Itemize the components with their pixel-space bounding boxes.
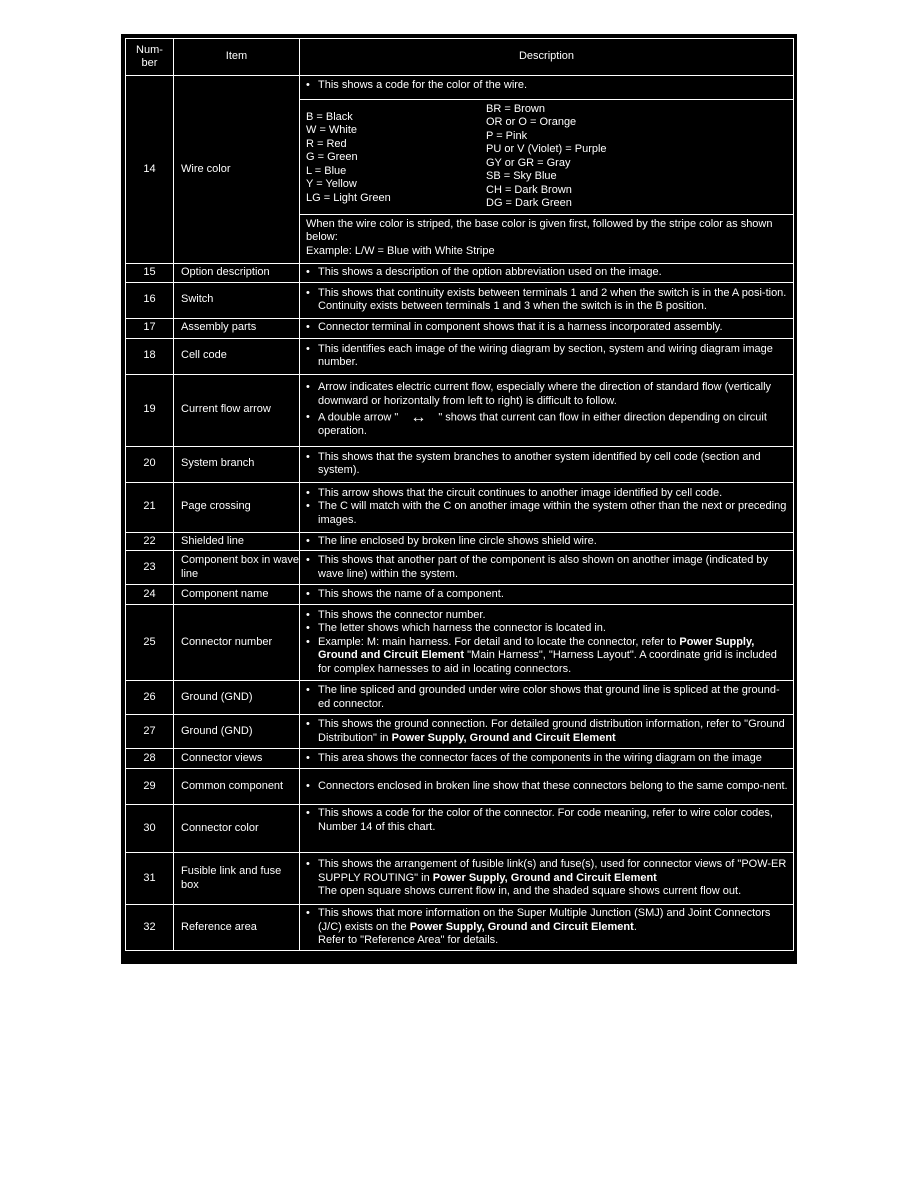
- bullet-dot: •: [306, 286, 310, 299]
- color-code: SB = Sky Blue: [486, 170, 557, 182]
- bullet: [306, 907, 789, 948]
- table-row: [126, 282, 794, 318]
- row-number: 14: [126, 76, 174, 264]
- row-number: 15: [126, 264, 174, 283]
- bullet-text-pre: Example: M: main harness. For detail and to locate the connector, refer to: [318, 635, 680, 648]
- row-description: [300, 805, 794, 853]
- bullet-text: This area shows the connector faces of the components in the wiring diagram on the image: [318, 751, 762, 764]
- row-item: Current flow arrow: [174, 374, 300, 446]
- bullet-text-pre: A double arrow ": [318, 411, 399, 424]
- table-row: [126, 805, 794, 853]
- bullet: [306, 381, 789, 408]
- bullet-dot: •: [306, 79, 310, 91]
- row-item: Option description: [174, 264, 300, 283]
- bullet-text-pre: This shows that more information on the Super Multiple Junction (SMJ) and Joint Connectors (J/C) exists on the: [318, 907, 771, 933]
- row-description: [300, 374, 794, 446]
- color-codes-right: [486, 103, 789, 211]
- bullet: [306, 609, 789, 623]
- row-number: 18: [126, 338, 174, 374]
- bullet-text: Connector terminal in component shows that it is a harness incorporated assembly.: [318, 321, 723, 334]
- bullet: [306, 684, 789, 711]
- bullet-text: The letter shows which harness the connector is located in.: [318, 622, 606, 635]
- bullet: [306, 554, 789, 581]
- table-row: [126, 482, 794, 532]
- bullet-dot: •: [306, 684, 310, 696]
- row-description: [300, 282, 794, 318]
- row-item: Connector views: [174, 749, 300, 769]
- legend-table: [125, 38, 794, 951]
- row-number: 24: [126, 585, 174, 605]
- row-item: Ground (GND): [174, 715, 300, 749]
- row-description: [300, 482, 794, 532]
- bullet: [306, 266, 789, 280]
- row-item: Switch: [174, 282, 300, 318]
- bullet-text: The line spliced and grounded under wire color shows that ground line is spliced at the ground-ed connector.: [318, 684, 780, 710]
- row-item: Component box in wave line: [174, 551, 300, 585]
- table-row: [126, 749, 794, 769]
- wiring-diagram-legend-sheet: [121, 34, 797, 964]
- bullet: [306, 622, 789, 636]
- bullet-text-pre: This shows the arrangement of fusible link(s) and fuse(s), used for connector views of "POW-ER SUPPLY ROUTING" in: [318, 858, 787, 884]
- bullet-dot: •: [306, 266, 310, 278]
- header-description: Description: [300, 39, 794, 76]
- bullet-text: This shows a description of the option abbreviation used on the image.: [318, 266, 662, 278]
- table-row: [126, 585, 794, 605]
- color-code: R = Red: [306, 137, 347, 150]
- row-item: Fusible link and fuse box: [174, 853, 300, 905]
- bullet-dot: •: [306, 411, 310, 424]
- bullet-text-pre: This shows the ground connection. For detailed ground distribution information, refer to "Ground Distribution" in: [318, 718, 785, 744]
- color-code: LG = Light Green: [306, 191, 391, 204]
- row-number: 31: [126, 853, 174, 905]
- bullet-dot: •: [306, 450, 310, 463]
- row-item: Ground (GND): [174, 681, 300, 715]
- header-number: [126, 39, 174, 76]
- bullet-dot: •: [306, 554, 310, 566]
- color-code: PU or V (Violet) = Purple: [486, 143, 607, 155]
- striped-example: Example: L/W = Blue with White Stripe: [306, 244, 495, 257]
- bullet: [306, 718, 789, 745]
- row-description: [300, 853, 794, 905]
- color-code: L = Blue: [306, 164, 347, 177]
- table-row: [126, 532, 794, 551]
- reference-link: Power Supply, Ground and Circuit Element: [409, 920, 634, 933]
- row-description: [300, 749, 794, 769]
- table-row: [126, 374, 794, 446]
- bullet: [306, 451, 789, 478]
- bullet-dot: •: [306, 751, 310, 764]
- row-description: [300, 318, 794, 338]
- bullet-dot: •: [306, 622, 310, 635]
- bullet: [306, 588, 789, 602]
- bullet-text: The C will match with the C on another image within the system other than the next or preceding images.: [318, 500, 787, 526]
- table-row: [126, 769, 794, 805]
- row-description: [300, 681, 794, 715]
- header-item: Item: [174, 39, 300, 76]
- bullet-dot: •: [306, 381, 310, 394]
- table-row: [126, 715, 794, 749]
- row-number: 22: [126, 532, 174, 551]
- color-code: B = Black: [306, 110, 353, 123]
- reference-link: Power Supply, Ground and Circuit Element: [318, 635, 755, 662]
- bullet: [306, 287, 789, 314]
- row-description: [300, 769, 794, 805]
- table-row: [126, 318, 794, 338]
- table-row: [126, 446, 794, 482]
- bullet-text-post: "Main Harness", "Harness Layout". A coordinate grid is included for complex harnesses to aid in locating connectors.: [318, 649, 777, 675]
- bullet-text: This shows a code for the color of the connector. For code meaning, refer to wire color codes, Number 14 of this chart.: [318, 807, 773, 833]
- bullet: [306, 752, 789, 766]
- striped-note: [300, 214, 793, 264]
- row-number: 23: [126, 551, 174, 585]
- table-row: [126, 264, 794, 283]
- bullet-text: This shows that the system branches to another system identified by cell code (section and system).: [318, 450, 761, 476]
- row-item: Wire color: [174, 76, 300, 264]
- header-number-line: Num-: [136, 43, 163, 56]
- row-description: [300, 585, 794, 605]
- row-number: 19: [126, 374, 174, 446]
- row-description: [300, 76, 794, 264]
- row-item: Reference area: [174, 905, 300, 951]
- bullet-text-post: " shows that current can flow in either direction depending on circuit operation.: [318, 411, 767, 438]
- row-number: 16: [126, 282, 174, 318]
- row-description: [300, 551, 794, 585]
- bullet-dot: •: [306, 321, 310, 334]
- row-number: 21: [126, 482, 174, 532]
- color-code: W = White: [306, 124, 358, 136]
- row-item: Cell code: [174, 338, 300, 374]
- reference-link: Power Supply, Ground and Circuit Element: [432, 871, 657, 884]
- bullet-text: Connectors enclosed in broken line show that these connectors belong to the same compo-nent.: [318, 779, 788, 792]
- row-item: Shielded line: [174, 532, 300, 551]
- bullet-text: This shows a code for the color of the wire.: [318, 79, 528, 91]
- row-item: Common component: [174, 769, 300, 805]
- row-item: Connector number: [174, 605, 300, 681]
- row-description: [300, 264, 794, 283]
- bullet-dot: •: [306, 608, 310, 621]
- row-description: [300, 532, 794, 551]
- bullet-dot: •: [306, 858, 310, 871]
- table-row: [126, 76, 794, 264]
- color-code: OR or O = Orange: [486, 116, 577, 128]
- row-number: 26: [126, 681, 174, 715]
- bullet-dot: •: [306, 534, 310, 547]
- row-item: Connector color: [174, 805, 300, 853]
- row-number: 28: [126, 749, 174, 769]
- bullet: [306, 535, 789, 549]
- bullet-text: This shows that continuity exists between terminals 1 and 2 when the switch is in the A posi-tion. Continuity exists between terminals 1 and 3 when the switch is in the B position.: [318, 286, 787, 312]
- color-code: CH = Dark Brown: [486, 183, 572, 196]
- bullet-dot: •: [306, 500, 310, 513]
- reference-link: Power Supply, Ground and Circuit Element: [391, 731, 616, 744]
- bullet: [306, 636, 789, 677]
- row-number: 27: [126, 715, 174, 749]
- table-header-row: [126, 39, 794, 76]
- table-row: [126, 605, 794, 681]
- bullet-dot: •: [306, 779, 310, 792]
- bullet-dot: •: [306, 342, 310, 355]
- bullet-text: This shows the name of a component.: [318, 587, 504, 600]
- row-number: 30: [126, 805, 174, 853]
- bullet-text: Arrow indicates electric current flow, especially where the direction of standard flow (vertically downward or horizontally from left to right) is difficult to follow.: [318, 381, 772, 407]
- bullet: [306, 858, 789, 899]
- bullet-dot: •: [306, 718, 310, 730]
- header-number-line: ber: [141, 57, 158, 69]
- bullet: [306, 321, 789, 335]
- row-item: Assembly parts: [174, 318, 300, 338]
- color-code: G = Green: [306, 151, 358, 163]
- bullet: [306, 343, 789, 370]
- row-description: [300, 715, 794, 749]
- table-row: [126, 681, 794, 715]
- bullet-text-post: .: [633, 920, 637, 933]
- table-row: [126, 338, 794, 374]
- color-codes-left: [306, 103, 486, 211]
- bullet-dot: •: [306, 635, 310, 648]
- color-code: Y = Yellow: [306, 178, 357, 190]
- color-code: P = Pink: [486, 129, 528, 142]
- row-description: [300, 605, 794, 681]
- bullet-text: This shows that another part of the component is also shown on another image (indicated by wave line) within the system.: [318, 554, 769, 580]
- bullet-text: This shows the connector number.: [318, 608, 486, 621]
- color-code: BR = Brown: [486, 102, 545, 115]
- bullet-text: This arrow shows that the circuit continues to another image identified by cell code.: [318, 486, 723, 499]
- row-item: System branch: [174, 446, 300, 482]
- row-number: 29: [126, 769, 174, 805]
- row-number: 25: [126, 605, 174, 681]
- table-row: [126, 551, 794, 585]
- double-arrow-icon: ↔: [410, 409, 427, 427]
- bullet: [306, 780, 789, 794]
- color-code-list: [300, 99, 793, 214]
- bullet-text-after: The open square shows current flow in, and the shaded square shows current flow out.: [318, 885, 742, 898]
- bullet: [306, 807, 789, 834]
- row-description: [300, 905, 794, 951]
- bullet: [306, 76, 789, 99]
- bullet-dot: •: [306, 907, 310, 920]
- bullet-text: The line enclosed by broken line circle shows shield wire.: [318, 534, 597, 547]
- color-code: GY or GR = Gray: [486, 156, 571, 169]
- table-row: [126, 853, 794, 905]
- row-description: [300, 446, 794, 482]
- row-number: 32: [126, 905, 174, 951]
- row-description: [300, 338, 794, 374]
- table-row: [126, 905, 794, 951]
- bullet: [306, 500, 789, 527]
- row-item: Component name: [174, 585, 300, 605]
- color-code: DG = Dark Green: [486, 197, 572, 209]
- row-number: 17: [126, 318, 174, 338]
- row-item: Page crossing: [174, 482, 300, 532]
- row-number: 20: [126, 446, 174, 482]
- bullet-dot: •: [306, 807, 310, 819]
- bullet-text-after: Refer to "Reference Area" for details.: [318, 934, 499, 947]
- bullet: [306, 411, 789, 439]
- bullet-dot: •: [306, 587, 310, 600]
- bullet-text: This identifies each image of the wiring diagram by section, system and wiring diagram image number.: [318, 342, 773, 368]
- bullet: [306, 487, 789, 501]
- striped-note-text: When the wire color is striped, the base color is given first, followed by the stripe color as shown below:: [306, 217, 773, 243]
- bullet-dot: •: [306, 486, 310, 499]
